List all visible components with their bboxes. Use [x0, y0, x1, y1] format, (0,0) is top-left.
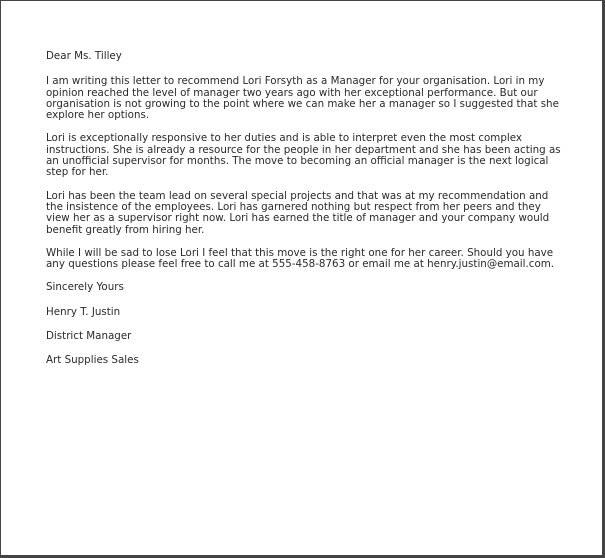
- paragraph-responsiveness: Lori is exceptionally responsive to her duties and is able to interpret even the most complex instructions. She is already a resource for the people in her department and she has been acting as an unofficial supervisor for months. The move to becoming an official manager is the next logical step for her.: [46, 132, 561, 179]
- paragraph-team-lead: Lori has been the team lead on several special projects and that was at my recommendation and the insistence of the employees. Lori has garnered nothing but respect from her peers and they view her as a supervisor right now. Lori has earned the title of manager and your company would benefit greatly from hiring her.: [46, 189, 550, 236]
- closing: Sincerely Yours: [46, 281, 124, 294]
- signer-title: District Manager: [46, 330, 132, 343]
- salutation: Dear Ms. Tilley: [46, 50, 122, 62]
- signer-name: Henry T. Justin: [46, 305, 121, 318]
- paragraph-contact: While I will be sad to lose Lori I feel that this move is the right one for her career. Should you have any questions please feel free to call me at 555-458-8763 or email me at henry.justin@email.com.: [46, 246, 555, 271]
- letter-body: [46, 51, 562, 367]
- company-name: Art Supplies Sales: [46, 354, 139, 367]
- paragraph-recommendation: I am writing this letter to recommend Lori Forsyth as a Manager for your organisation. Lori in my opinion reached the level of manager two years ago with her exceptional performance. But our organisation is not growing to the point where we can make her a manager so I suggested that she explore her options.: [46, 75, 559, 122]
